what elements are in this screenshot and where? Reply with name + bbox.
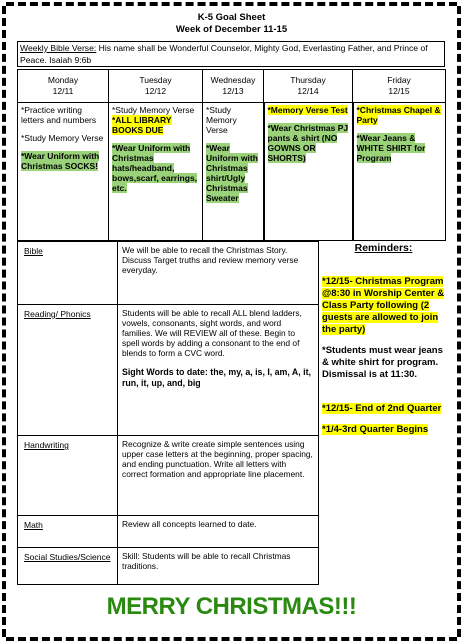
day-name: Wednesday — [210, 75, 256, 85]
subject-name: Math — [18, 516, 118, 548]
weekly-schedule-table — [17, 69, 446, 241]
tuesday-cell — [109, 103, 203, 241]
monday-item: *Study Memory Verse — [21, 133, 104, 143]
wednesday-item: *Wear Uniform with Christmas shirt/Ugly Christmas Sweater — [206, 143, 258, 203]
reminder-item: *1/4-3rd Quarter Begins — [322, 424, 429, 435]
subject-row-handwriting — [18, 436, 319, 516]
subject-row-bible — [18, 242, 319, 305]
tuesday-item: *Wear Uniform with Christmas hats/headband, bows,scarf, earrings, etc. — [112, 143, 198, 193]
border-top — [6, 2, 457, 6]
day-name: Monday — [47, 75, 79, 85]
friday-cell — [353, 103, 446, 241]
week-text: Week of December 11-15 — [175, 24, 288, 35]
day-items-row — [18, 103, 446, 241]
subject-goal: We will be able to recall the Christmas Story. Discuss Target truths and review memory verse everyday. — [118, 242, 319, 305]
subject-name: Reading/ Phonics — [18, 305, 118, 436]
subjects-table — [17, 241, 319, 585]
monday-cell — [18, 103, 109, 241]
subject-goal: Skill: Students will be able to recall Christmas traditions. — [118, 548, 319, 585]
subject-name: Handwriting — [18, 436, 118, 516]
wednesday-cell — [203, 103, 264, 241]
reminder-item: *12/15- End of 2nd Quarter — [322, 403, 442, 414]
bible-verse-box — [17, 41, 445, 67]
subject-goal-cell — [118, 305, 319, 436]
day-header-tuesday — [109, 70, 203, 103]
day-header-row — [18, 70, 446, 103]
merry-christmas-banner: MERRY CHRISTMAS!!! — [106, 593, 357, 620]
subject-row-math — [18, 516, 319, 548]
border-left — [2, 6, 6, 637]
verse-label: Weekly Bible Verse: — [20, 43, 97, 53]
border-bottom — [6, 637, 457, 641]
subject-goal: Students will be able to recall ALL blend ladders, vowels, consonants, sight words, and word families. We will REVIEW all of these. Begin to spell words by adding a consonant to the end of blends to form a CVC word. — [122, 308, 302, 358]
subject-goal: Recognize & write create simple sentences using upper case letters at the beginning, proper spacing, and ending punctuation. Write all letters with correct formation and appropriate line placement. — [118, 436, 319, 516]
subject-row-reading — [18, 305, 319, 436]
border-right — [457, 6, 461, 637]
day-name: Tuesday — [139, 75, 172, 85]
thursday-item: *Wear Christmas PJ pants & shirt (NO GOWNS OR SHORTS) — [267, 123, 349, 163]
thursday-cell — [264, 103, 353, 241]
verse-text: His name shall be Wonderful Counselor, Mighty God, Everlasting Father, and Prince of Peace. Isaiah 9:6b — [20, 43, 428, 65]
day-header-thursday — [264, 70, 353, 103]
reminder-item: *Students must wear jeans & white shirt for program. Dismissal is at 11:30. — [322, 345, 443, 380]
day-name: Thursday — [290, 75, 326, 85]
title-text: K-5 Goal Sheet — [197, 12, 266, 23]
day-date: 12/13 — [222, 86, 244, 96]
day-header-wednesday — [203, 70, 264, 103]
monday-item: *Wear Uniform with Christmas SOCKS! — [21, 151, 100, 171]
friday-item: *Christmas Chapel & Party — [356, 105, 441, 125]
reminders-heading: Reminders: — [354, 242, 413, 254]
subject-name: Social Studies/Science — [18, 548, 118, 585]
page-title — [0, 12, 463, 36]
day-header-monday — [18, 70, 109, 103]
friday-item: *Wear Jeans & WHITE SHIRT for Program — [356, 133, 426, 163]
reminder-item: *12/15- Christmas Program @8:30 in Worship Center & Class Party following (2 guests are allowed to join the party) — [322, 276, 445, 335]
day-header-friday — [353, 70, 446, 103]
monday-item: *Practice writing letters and numbers — [21, 105, 97, 125]
subject-row-social-studies — [18, 548, 319, 585]
sight-words: Sight Words to date: the, my, a, is, I, am, A, it, run, it, up, and, big — [122, 367, 311, 388]
thursday-item: *Memory Verse Test — [267, 105, 348, 115]
tuesday-item: *Study Memory Verse — [112, 105, 195, 115]
day-date: 12/14 — [297, 86, 319, 96]
wednesday-item: *Study Memory Verse — [206, 105, 237, 135]
day-name: Friday — [387, 75, 411, 85]
tuesday-item: *ALL LIBRARY BOOKS DUE — [112, 115, 172, 135]
reminders-panel — [322, 242, 445, 445]
subject-goal: Review all concepts learned to date. — [118, 516, 319, 548]
day-date: 12/15 — [388, 86, 410, 96]
subject-name: Bible — [18, 242, 118, 305]
day-date: 12/11 — [52, 86, 74, 96]
day-date: 12/12 — [144, 86, 167, 96]
